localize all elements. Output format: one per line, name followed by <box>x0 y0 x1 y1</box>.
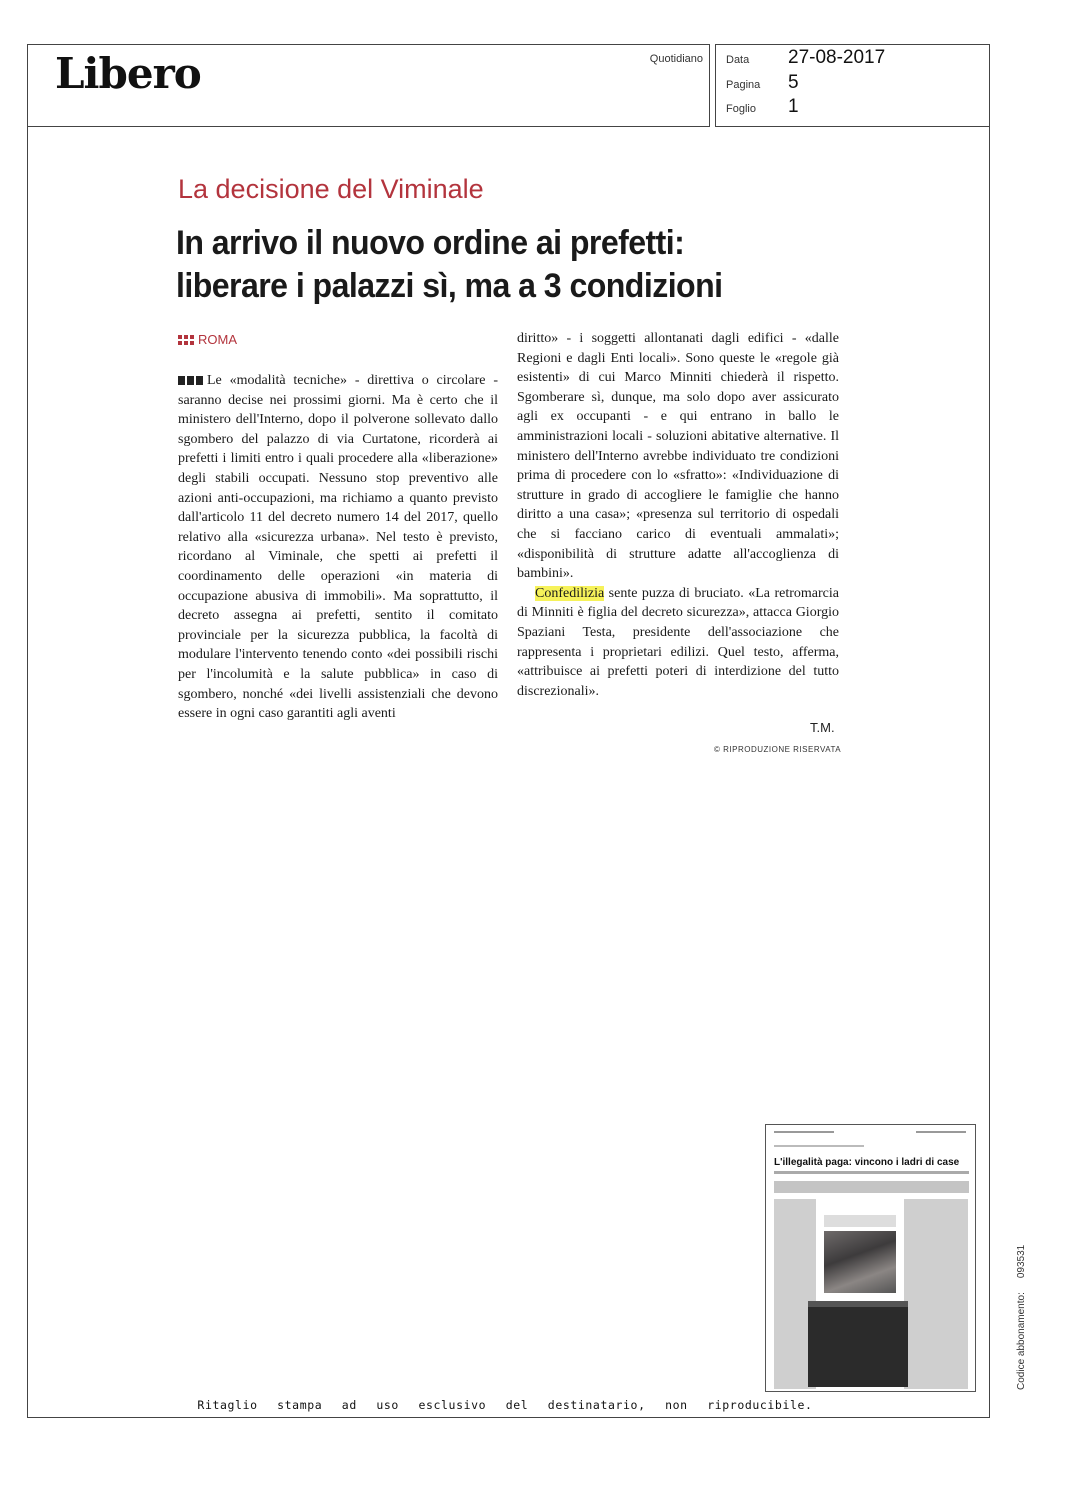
thumbnail-rule <box>774 1171 969 1174</box>
meta-row-page <box>726 72 799 94</box>
section-marker-icon <box>178 376 203 385</box>
paragraph-text: Le «modalità tecniche» - direttiva o circolare - saranno decise nei prossimi giorni. Ma è certo che il ministero dell'Interno, dopo il polverone sollevato dallo sgombero del palazzo di via Curtatone, ricorderà ai prefetti i limiti entro i quali procedere alla «liberazione» degli stabili occupati. Nessuno stop preventivo alle azioni anti-occupazioni, ma richiamo a quanto previsto dall'articolo 11 del decreto numero 14 del 2017, quello relativo alla «sicurezza urbana». Nel testo è previsto, ricordano al Viminale, che spetti ai prefetti il coordinamento delle operazioni «in materia di occupazione abusiva di immobili». Ma soprattutto, il decreto assegna ai prefetti, sentito il comitato provinciale per la sicurezza pubblica, la facoltà di modulare l'intervento tenendo conto «dei possibili rischi per l'incolumità e la salute pubblica» in caso di sgombero, nonché «dei livelli assistenziali che devono essere in ogni caso garantiti agli aventi <box>178 373 498 722</box>
meta-label: Foglio <box>726 103 756 115</box>
footer-rule <box>27 1417 990 1418</box>
page-thumbnail <box>765 1124 976 1392</box>
subscriber-code-value: 093531 <box>1016 1244 1027 1279</box>
thumbnail-text-column <box>904 1199 968 1389</box>
thumbnail-photo <box>824 1231 896 1293</box>
footer-notice: Ritaglio stampa ad uso esclusivo del destinatario, non riproducibile. <box>197 1398 813 1412</box>
meta-label: Data <box>726 54 750 66</box>
meta-row-sheet <box>726 96 799 118</box>
meta-row-date <box>726 47 885 69</box>
subscriber-code <box>1016 1245 1027 1390</box>
article-column-2 <box>517 329 839 701</box>
article-kicker: La decisione del Viminale <box>178 174 484 204</box>
thumbnail-rule <box>916 1131 966 1133</box>
masthead-logo: Libero <box>55 49 201 98</box>
article-column-1 <box>178 371 498 724</box>
highlighted-keyword: Confedilizia <box>535 585 605 601</box>
headline-line-1: In arrivo il nuovo ordine ai prefetti: <box>176 224 685 262</box>
author-signature: T.M. <box>810 720 835 735</box>
article-paragraph <box>517 584 839 702</box>
meta-value: 5 <box>788 72 799 93</box>
article-paragraph: diritto» - i soggetti allontanati dagli edifici - «dalle Regioni e dagli Enti locali». Sono queste le «regole già esistenti» di cui Marco Minniti chiederà il rispetto. Sgomberare sì, dunque, ma solo dopo aver assicurato agli ex occupanti - e qui entrano in ballo le amministrazioni locali - soluzioni abitative alternative. Il ministero dell'Interno avrebbe individuato tre condizioni prima di procedere con lo «sfratto»: «Individuazione di strutture in grado di accogliere le famiglie che hanno diritto a una casa»; «presenza sul territorio di ospedali che si facciano carico di eventuali ammalati»; «disponibilità di strutture adatte all'accoglienza di bambini». <box>517 331 839 582</box>
meta-value: 27-08-2017 <box>788 47 886 68</box>
subscriber-code-label: Codice abbonamento: <box>1016 1292 1027 1390</box>
article-headline <box>176 222 722 308</box>
headline-line-2: liberare i palazzi sì, ma a 3 condizioni <box>176 267 723 305</box>
meta-label: Pagina <box>726 79 761 91</box>
copyright-notice: © RIPRODUZIONE RISERVATA <box>714 745 842 754</box>
thumbnail-headline: L'illegalità paga: vincono i ladri di case <box>774 1157 960 1168</box>
publication-type: Quotidiano <box>649 53 703 65</box>
paragraph-text: sente puzza di bruciato. «La retromarcia di Minniti è figlia del decreto sicurezza», attacca Giorgio Spaziani Testa, presidente dell'associazione che rappresenta i proprietari edilizi. Quel testo, afferma, «attribuisce ai prefetti poteri di interdizione del tutto discrezionali». <box>517 585 839 699</box>
thumbnail-rule <box>774 1145 864 1147</box>
meta-value: 1 <box>788 96 799 117</box>
thumbnail-text-block <box>774 1181 969 1193</box>
dateline <box>178 332 237 347</box>
thumbnail-rule <box>774 1131 834 1133</box>
dateline-dots-icon <box>178 335 194 345</box>
article-paragraph <box>178 371 498 724</box>
dateline-city: ROMA <box>198 332 237 347</box>
thumbnail-photo-caption <box>824 1215 896 1227</box>
thumbnail-inset-article <box>808 1307 908 1387</box>
header-left-box <box>27 44 710 127</box>
header-meta-box <box>715 44 990 127</box>
